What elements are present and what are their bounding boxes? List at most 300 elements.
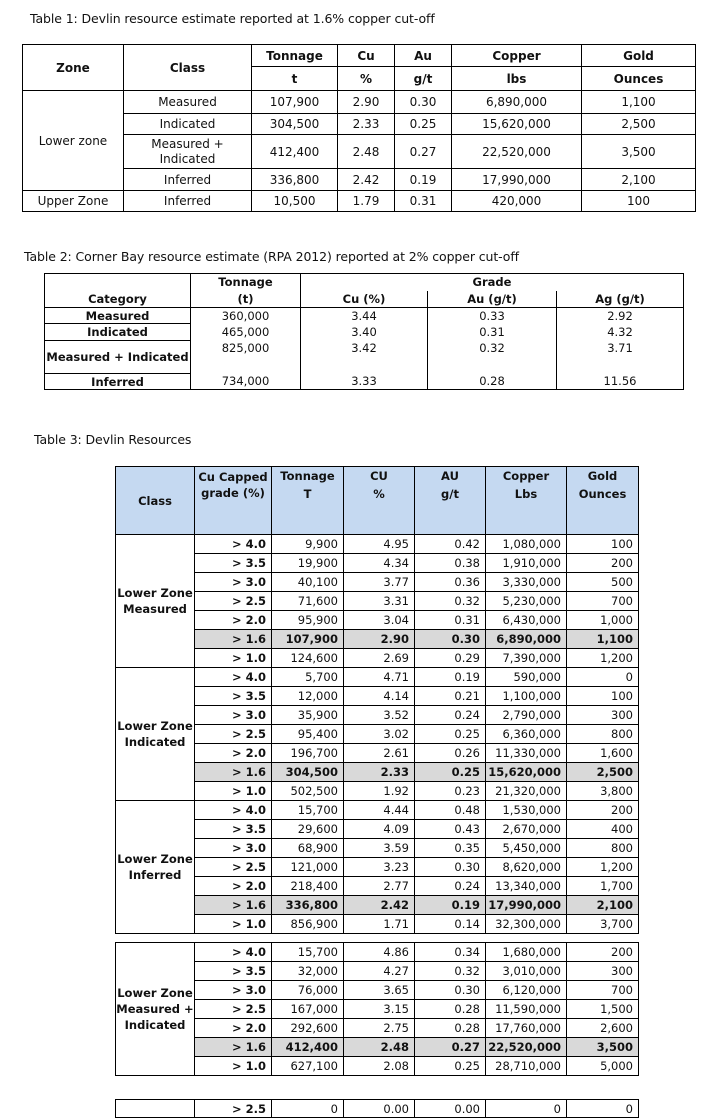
header-tonnage: Tonnage: [252, 45, 338, 67]
au-cell: 0.19: [395, 169, 452, 191]
table-row: [116, 706, 639, 725]
class-cell: Inferred: [124, 191, 252, 212]
au-cell: 0.24: [415, 706, 486, 725]
copper-cell: 1,080,000: [486, 535, 567, 554]
au-cell: 0.27: [395, 135, 452, 169]
copper-cell: 5,450,000: [486, 839, 567, 858]
header-au-unit: g/t: [441, 487, 459, 501]
cu-cell: 3.40: [301, 324, 428, 341]
cu-cell: 4.86: [344, 943, 415, 962]
header-grade: Grade: [301, 274, 684, 291]
cu-cell: 4.44: [344, 801, 415, 820]
table-row: [23, 169, 696, 191]
au-cell: 0.21: [415, 687, 486, 706]
table-row: [116, 1038, 639, 1057]
cu-cell: 2.48: [344, 1038, 415, 1057]
gold-cell: 800: [567, 839, 639, 858]
group-spacer: [116, 934, 639, 943]
table-row: [23, 91, 696, 114]
category-cell: Inferred: [45, 374, 191, 390]
ag-cell: 3.71: [557, 341, 684, 374]
header-copper-unit: lbs: [452, 67, 582, 91]
table2: [44, 273, 684, 390]
gold-cell: 100: [567, 535, 639, 554]
copper-cell: 6,890,000: [486, 630, 567, 649]
class-cell: Lower Zone Measured: [116, 535, 195, 668]
grade-cell: > 3.5: [195, 962, 272, 981]
gold-cell: 1,700: [567, 877, 639, 896]
gold-cell: 200: [567, 801, 639, 820]
copper-cell: 590,000: [486, 668, 567, 687]
copper-cell: 21,320,000: [486, 782, 567, 801]
gold-cell: 400: [567, 820, 639, 839]
grade-cell: > 1.0: [195, 1057, 272, 1076]
gold-cell: 200: [567, 943, 639, 962]
gold-cell: 2,100: [582, 169, 696, 191]
gold-cell: 1,100: [582, 91, 696, 114]
ag-cell: 11.56: [557, 374, 684, 390]
grade-cell: > 2.0: [195, 1019, 272, 1038]
tonnage-cell: 218,400: [272, 877, 344, 896]
cu-cell: 2.48: [338, 135, 395, 169]
ag-cell: 4.32: [557, 324, 684, 341]
grade-cell: > 1.6: [195, 896, 272, 915]
header-tonnage-unit: (t): [191, 291, 301, 308]
header-au: Au: [395, 45, 452, 67]
cu-cell: 2.42: [344, 896, 415, 915]
gold-cell: 2,100: [567, 896, 639, 915]
copper-cell: 22,520,000: [486, 1038, 567, 1057]
class-cell: Measured: [124, 91, 252, 114]
tonnage-cell: 95,400: [272, 725, 344, 744]
gold-cell: 700: [567, 981, 639, 1000]
tonnage-cell: 5,700: [272, 668, 344, 687]
grade-cell: > 2.0: [195, 611, 272, 630]
grade-cell: > 1.6: [195, 630, 272, 649]
tonnage-cell: 167,000: [272, 1000, 344, 1019]
grade-cell: > 4.0: [195, 801, 272, 820]
cu-cell: 3.52: [344, 706, 415, 725]
cu-cell: 3.59: [344, 839, 415, 858]
gold-cell: 5,000: [567, 1057, 639, 1076]
table-row: [116, 1100, 639, 1118]
copper-cell: 6,360,000: [486, 725, 567, 744]
table-row: [116, 801, 639, 820]
copper-cell: 3,010,000: [486, 962, 567, 981]
copper-cell: 13,340,000: [486, 877, 567, 896]
copper-cell: 3,330,000: [486, 573, 567, 592]
table-row: [116, 820, 639, 839]
table-row: [116, 725, 639, 744]
tonnage-cell: 15,700: [272, 801, 344, 820]
gold-cell: 3,800: [567, 782, 639, 801]
table-row: [116, 896, 639, 915]
table-row: [116, 981, 639, 1000]
header-copper: Copper: [452, 45, 582, 67]
header-tonnage-unit: t: [252, 67, 338, 91]
tonnage-cell: 412,400: [272, 1038, 344, 1057]
cu-cell: 2.77: [344, 877, 415, 896]
zone-cell: Upper Zone: [23, 191, 124, 212]
category-cell: Indicated: [45, 324, 191, 341]
cu-cell: 0.00: [344, 1100, 415, 1118]
copper-cell: 6,430,000: [486, 611, 567, 630]
copper-cell: 17,990,000: [452, 169, 582, 191]
table-row: [23, 114, 696, 135]
grade-cell: > 4.0: [195, 535, 272, 554]
grade-cell: > 3.5: [195, 554, 272, 573]
cu-cell: 1.92: [344, 782, 415, 801]
cu-cell: 2.90: [344, 630, 415, 649]
grade-cell: > 1.0: [195, 915, 272, 934]
cu-cell: 2.08: [344, 1057, 415, 1076]
tonnage-cell: 40,100: [272, 573, 344, 592]
au-cell: 0.34: [415, 943, 486, 962]
gold-cell: 2,500: [582, 114, 696, 135]
grade-cell: > 1.0: [195, 649, 272, 668]
table3-caption: Table 3: Devlin Resources: [34, 432, 192, 447]
au-cell: 0.35: [415, 839, 486, 858]
header-class: Class: [124, 45, 252, 91]
header-copper-unit: Lbs: [514, 487, 538, 501]
class-cell: Indicated: [124, 114, 252, 135]
gold-cell: 3,700: [567, 915, 639, 934]
grade-cell: > 4.0: [195, 668, 272, 687]
tonnage-cell: 336,800: [272, 896, 344, 915]
cu-cell: 2.33: [338, 114, 395, 135]
category-cell: Measured: [45, 308, 191, 324]
grade-cell: > 2.5: [195, 725, 272, 744]
table-row: [116, 877, 639, 896]
copper-cell: 17,990,000: [486, 896, 567, 915]
table-row: [116, 763, 639, 782]
grade-cell: > 3.0: [195, 981, 272, 1000]
au-cell: 0.31: [415, 611, 486, 630]
copper-cell: 2,790,000: [486, 706, 567, 725]
table-row: [116, 782, 639, 801]
table-row: [45, 308, 684, 324]
au-cell: 0.42: [415, 535, 486, 554]
grade-cell: > 2.5: [195, 1100, 272, 1118]
tonnage-cell: 29,600: [272, 820, 344, 839]
cu-cell: 2.90: [338, 91, 395, 114]
copper-cell: 8,620,000: [486, 858, 567, 877]
au-cell: 0.25: [415, 1057, 486, 1076]
gold-cell: 300: [567, 706, 639, 725]
tonnage-cell: 412,400: [252, 135, 338, 169]
copper-cell: 15,620,000: [452, 114, 582, 135]
cu-cell: 3.02: [344, 725, 415, 744]
cu-cell: 3.44: [301, 308, 428, 324]
au-cell: 0.19: [415, 896, 486, 915]
gold-cell: 1,200: [567, 858, 639, 877]
header-copper: [486, 467, 567, 535]
grade-cell: > 3.5: [195, 820, 272, 839]
table3-continued: [115, 1099, 639, 1118]
table-row: [116, 1019, 639, 1038]
cu-cell: 3.42: [301, 341, 428, 374]
au-cell: 0.14: [415, 915, 486, 934]
table-row: [45, 374, 684, 390]
table2-caption: Table 2: Corner Bay resource estimate (RPA 2012) reported at 2% copper cut-off: [24, 249, 519, 264]
tonnage-cell: 0: [272, 1100, 344, 1118]
cu-cell: 3.77: [344, 573, 415, 592]
class-cell: Measured + Indicated: [124, 135, 252, 169]
table-row: [116, 630, 639, 649]
grade-cell: > 2.5: [195, 592, 272, 611]
header-tonnage-unit: T: [303, 487, 312, 501]
class-cell: Inferred: [124, 169, 252, 191]
class-cell: Lower Zone Indicated: [116, 668, 195, 801]
au-cell: 0.43: [415, 820, 486, 839]
cu-cell: 2.75: [344, 1019, 415, 1038]
tonnage-cell: 9,900: [272, 535, 344, 554]
gold-cell: 2,500: [567, 763, 639, 782]
gold-cell: 800: [567, 725, 639, 744]
copper-cell: 7,390,000: [486, 649, 567, 668]
cu-cell: 3.65: [344, 981, 415, 1000]
header-cu-label: CU: [370, 469, 388, 483]
copper-cell: 420,000: [452, 191, 582, 212]
table-row: [116, 535, 639, 554]
cu-cell: 3.04: [344, 611, 415, 630]
header-au: Au (g/t): [428, 291, 557, 308]
category-cell: Measured + Indicated: [45, 341, 191, 374]
tonnage-cell: 465,000: [191, 324, 301, 341]
gold-cell: 100: [567, 687, 639, 706]
grade-cell: > 4.0: [195, 943, 272, 962]
cu-cell: 1.79: [338, 191, 395, 212]
header-grade: Cu Capped grade (%): [195, 467, 272, 535]
au-cell: 0.31: [395, 191, 452, 212]
cu-cell: 4.95: [344, 535, 415, 554]
cu-cell: 2.61: [344, 744, 415, 763]
cu-cell: 3.15: [344, 1000, 415, 1019]
copper-cell: 28,710,000: [486, 1057, 567, 1076]
header-tonnage: [272, 467, 344, 535]
tonnage-cell: 76,000: [272, 981, 344, 1000]
header-category: Category: [45, 291, 191, 308]
au-cell: 0.28: [428, 374, 557, 390]
au-cell: 0.28: [415, 1019, 486, 1038]
tonnage-cell: 12,000: [272, 687, 344, 706]
table-row: [116, 839, 639, 858]
table-row: [23, 191, 696, 212]
au-cell: 0.36: [415, 573, 486, 592]
au-cell: 0.25: [395, 114, 452, 135]
header-cu: [344, 467, 415, 535]
table-row: [116, 649, 639, 668]
au-cell: 0.30: [415, 630, 486, 649]
cu-cell: 2.69: [344, 649, 415, 668]
header-cu-unit: %: [373, 487, 385, 501]
table-row: [116, 1000, 639, 1019]
table-row: [116, 573, 639, 592]
au-cell: 0.25: [415, 763, 486, 782]
copper-cell: 17,760,000: [486, 1019, 567, 1038]
au-cell: 0.48: [415, 801, 486, 820]
gold-cell: 0: [567, 668, 639, 687]
table-row: [116, 858, 639, 877]
cu-cell: 2.42: [338, 169, 395, 191]
table-row: [116, 744, 639, 763]
tonnage-cell: 196,700: [272, 744, 344, 763]
copper-cell: 11,330,000: [486, 744, 567, 763]
au-cell: 0.32: [428, 341, 557, 374]
copper-cell: 1,680,000: [486, 943, 567, 962]
header-tonnage-label: Tonnage: [280, 469, 335, 483]
tonnage-cell: 121,000: [272, 858, 344, 877]
au-cell: 0.30: [415, 858, 486, 877]
copper-cell: 1,530,000: [486, 801, 567, 820]
header-gold: Gold: [582, 45, 696, 67]
grade-cell: > 3.0: [195, 839, 272, 858]
au-cell: 0.27: [415, 1038, 486, 1057]
tonnage-cell: 95,900: [272, 611, 344, 630]
cu-cell: 3.31: [344, 592, 415, 611]
header-cu-unit: %: [338, 67, 395, 91]
gold-cell: 1,200: [567, 649, 639, 668]
tonnage-cell: 856,900: [272, 915, 344, 934]
gold-cell: 3,500: [567, 1038, 639, 1057]
tonnage-cell: 15,700: [272, 943, 344, 962]
copper-cell: 1,100,000: [486, 687, 567, 706]
cu-cell: 4.71: [344, 668, 415, 687]
au-cell: 0.25: [415, 725, 486, 744]
grade-cell: > 2.5: [195, 1000, 272, 1019]
tonnage-cell: 35,900: [272, 706, 344, 725]
grade-cell: > 3.0: [195, 706, 272, 725]
au-cell: 0.31: [428, 324, 557, 341]
copper-cell: 5,230,000: [486, 592, 567, 611]
au-cell: 0.29: [415, 649, 486, 668]
grade-cell: > 1.6: [195, 763, 272, 782]
au-cell: 0.28: [415, 1000, 486, 1019]
tonnage-cell: 825,000: [191, 341, 301, 374]
cu-cell: 2.33: [344, 763, 415, 782]
cu-cell: 4.14: [344, 687, 415, 706]
gold-cell: 1,000: [567, 611, 639, 630]
tonnage-cell: 734,000: [191, 374, 301, 390]
table3: [115, 466, 639, 1076]
grade-cell: > 2.0: [195, 877, 272, 896]
tonnage-cell: 336,800: [252, 169, 338, 191]
tonnage-cell: 71,600: [272, 592, 344, 611]
au-cell: 0.33: [428, 308, 557, 324]
header-tonnage: Tonnage: [191, 274, 301, 291]
table-row: [116, 962, 639, 981]
copper-cell: 11,590,000: [486, 1000, 567, 1019]
au-cell: 0.26: [415, 744, 486, 763]
header-zone: Zone: [23, 45, 124, 91]
table-row: [23, 135, 696, 169]
header-au-label: AU: [441, 469, 459, 483]
table-row: [116, 668, 639, 687]
gold-cell: 100: [582, 191, 696, 212]
header-au: [415, 467, 486, 535]
grade-cell: > 2.5: [195, 858, 272, 877]
spacer-cell: [116, 934, 639, 943]
table-row: [116, 943, 639, 962]
au-cell: 0.30: [415, 981, 486, 1000]
table-row: [116, 592, 639, 611]
copper-cell: 1,910,000: [486, 554, 567, 573]
ag-cell: 2.92: [557, 308, 684, 324]
header-cu: Cu: [338, 45, 395, 67]
au-cell: 0.19: [415, 668, 486, 687]
copper-cell: 2,670,000: [486, 820, 567, 839]
cu-cell: 4.09: [344, 820, 415, 839]
gold-cell: 500: [567, 573, 639, 592]
tonnage-cell: 107,900: [272, 630, 344, 649]
gold-cell: 700: [567, 592, 639, 611]
gold-cell: 3,500: [582, 135, 696, 169]
copper-cell: 6,120,000: [486, 981, 567, 1000]
class-cell: Lower Zone Measured + Indicated: [116, 943, 195, 1076]
grade-cell: > 3.5: [195, 687, 272, 706]
tonnage-cell: 360,000: [191, 308, 301, 324]
au-cell: 0.38: [415, 554, 486, 573]
copper-cell: 22,520,000: [452, 135, 582, 169]
grade-cell: > 1.0: [195, 782, 272, 801]
table-row: [116, 554, 639, 573]
table-row: [116, 687, 639, 706]
table-row: [116, 1057, 639, 1076]
gold-cell: 1,100: [567, 630, 639, 649]
tonnage-cell: 304,500: [272, 763, 344, 782]
copper-cell: 15,620,000: [486, 763, 567, 782]
copper-cell: 0: [486, 1100, 567, 1118]
tonnage-cell: 68,900: [272, 839, 344, 858]
au-cell: 0.00: [415, 1100, 486, 1118]
zone-cell: Lower zone: [23, 91, 124, 191]
au-cell: 0.32: [415, 962, 486, 981]
tonnage-cell: 32,000: [272, 962, 344, 981]
table1-caption: Table 1: Devlin resource estimate reported at 1.6% copper cut-off: [30, 11, 435, 26]
tonnage-cell: 627,100: [272, 1057, 344, 1076]
copper-cell: 6,890,000: [452, 91, 582, 114]
header-gold-unit: Ounces: [582, 67, 696, 91]
grade-cell: > 3.0: [195, 573, 272, 592]
tonnage-cell: 124,600: [272, 649, 344, 668]
cu-cell: 4.27: [344, 962, 415, 981]
table-row: [116, 915, 639, 934]
header-cu: Cu (%): [301, 291, 428, 308]
tonnage-cell: 107,900: [252, 91, 338, 114]
grade-cell: > 1.6: [195, 1038, 272, 1057]
table-row: [116, 611, 639, 630]
tonnage-cell: 19,900: [272, 554, 344, 573]
cu-cell: 3.23: [344, 858, 415, 877]
grade-cell: > 2.0: [195, 744, 272, 763]
table1: [22, 44, 696, 212]
gold-cell: 1,600: [567, 744, 639, 763]
header-gold-label: Gold: [587, 469, 618, 483]
table-row: [45, 341, 684, 374]
gold-cell: 2,600: [567, 1019, 639, 1038]
gold-cell: 0: [567, 1100, 639, 1118]
table-row: [45, 324, 684, 341]
au-cell: 0.24: [415, 877, 486, 896]
header-gold: [567, 467, 639, 535]
gold-cell: 200: [567, 554, 639, 573]
header-class: Class: [116, 467, 195, 535]
header-ag: Ag (g/t): [557, 291, 684, 308]
au-cell: 0.30: [395, 91, 452, 114]
tonnage-cell: 502,500: [272, 782, 344, 801]
tonnage-cell: 304,500: [252, 114, 338, 135]
gold-cell: 300: [567, 962, 639, 981]
